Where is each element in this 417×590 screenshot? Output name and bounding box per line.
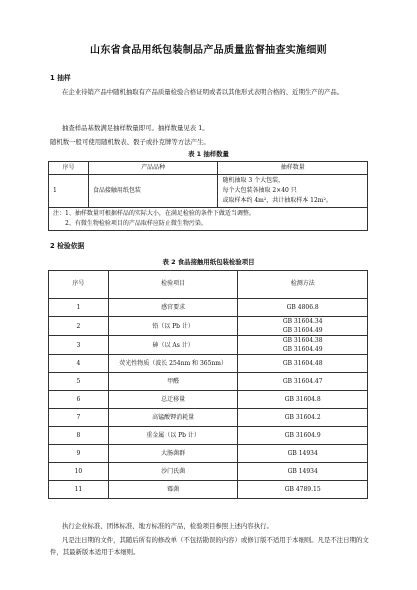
table-cell-no: 4 [49,355,109,373]
table-cell-item: 砷（以 As 计） [108,336,238,355]
table-row [49,317,368,336]
table-cell-item: 大肠菌群 [108,445,238,463]
table-1-notes [49,208,368,231]
table-cell-no: 1 [49,299,109,317]
table-cell-no: 3 [49,336,109,355]
method-line: GB 31604.34 [282,318,323,325]
table-cell-item: 高锰酸钾消耗量 [108,409,238,427]
table-cell-product: 食品接触用纸包装 [88,175,218,208]
table-cell-no: 6 [49,391,109,409]
table-cell-method: GB 31604.2 [238,409,368,427]
table-1-row [49,175,368,208]
table-2-caption: 表 2 食品接触用纸包装检验项目 [162,258,255,266]
table-row [49,373,368,391]
table-cell-method: GB 31604.9 [238,427,368,445]
table-row [49,391,368,409]
section-1-heading: 1 抽样 [50,74,71,82]
method-line: GB 31604.38 [282,337,323,344]
qty-line: 随机抽取 3 个大包装， [222,177,285,184]
table-cell-method: GB 31604.47 [238,373,368,391]
table-cell-method [238,336,368,355]
table-header-cell: 序号 [49,162,89,175]
table-row [49,355,368,373]
section-1-paragraph-2: 抽查样品基数满足抽样数量即可。抽样数量见表 1。 [62,124,209,132]
table-row [49,336,368,355]
table-row [49,463,368,481]
table-cell-no: 10 [49,463,109,481]
qty-line: 或取样本约 4m²，共计抽取样本 12m²。 [222,197,332,204]
qty-line: 每个大包装各抽取 2×40 只 [222,187,297,194]
table-row [49,445,368,463]
table-header-cell: 产品品种 [88,162,218,175]
table-header-cell: 抽样数量 [218,162,368,175]
table-cell-no: 5 [49,373,109,391]
table-cell-no: 11 [49,481,109,499]
table-cell-item: 感官要求 [108,299,238,317]
table-note: 注：1、抽样数量可根据样品的实际大小，在满足检验的条件下做适当调整。 [53,210,255,217]
table-cell-qty [218,175,368,208]
table-header-cell: 检验项目 [108,271,238,299]
table-row [49,481,368,499]
table-row [49,427,368,445]
table-1 [48,161,368,231]
section-2-heading: 2 检验依据 [50,242,85,250]
table-1-notes-row [49,208,368,231]
footer-paragraph-2: 凡是注日期的文件，其随后所有的修改单（不包括勘误的内容）或修订版不适用于本细则。凡是不注日期的文件，其最新版本适用于本细则。 [50,536,369,556]
table-cell-item: 甲醛 [108,373,238,391]
table-cell-no: 9 [49,445,109,463]
table-cell-no: 1 [49,175,89,208]
table-cell-method [238,317,368,336]
table-cell-item: 总迁移量 [108,391,238,409]
table-cell-no: 2 [49,317,109,336]
table-cell-method: GB 31604.8 [238,391,368,409]
table-2 [48,270,368,499]
table-cell-method: GB 31604.48 [238,355,368,373]
table-cell-no: 8 [49,427,109,445]
table-cell-method: GB 14934 [238,463,368,481]
section-1-paragraph-1: 在企业待销产品中随机抽取有产品质量检验合格证明或者以其他形式表明合格的、近期生产的产品。 [62,88,344,96]
table-header-cell: 序号 [49,271,109,299]
table-cell-item: 荧光性物质（波长 254nm 和 365nm） [108,355,238,373]
method-line: GB 31604.49 [282,346,323,353]
table-cell-item: 霉菌 [108,481,238,499]
document-title: 山东省食品用纸包装制品产品质量监督抽查实施细则 [90,45,327,56]
table-1-caption: 表 1 抽样数量 [188,150,229,158]
table-cell-method: GB 14934 [238,445,368,463]
table-cell-item: 沙门氏菌 [108,463,238,481]
table-cell-no: 7 [49,409,109,427]
table-row [49,299,368,317]
table-cell-item: 重金属（以 Pb 计） [108,427,238,445]
table-cell-method: GB 4806.8 [238,299,368,317]
table-1-header-row [49,162,368,175]
footer-paragraph-1: 执行企业标准、团体标准、地方标准的产品，检验项目参照上述内容执行。 [62,522,273,530]
table-row [49,409,368,427]
section-1-paragraph-3: 随机数一般可使用随机数表、骰子或扑克牌等方法产生。 [50,138,210,146]
table-cell-item: 铅（以 Pb 计） [108,317,238,336]
table-header-cell: 检测方法 [238,271,368,299]
method-line: GB 31604.49 [282,327,323,334]
table-2-header-row [49,271,368,299]
table-note: 2、有微生物检验项目的产品取样应防止微生物污染。 [65,220,207,227]
table-cell-method: GB 4789.15 [238,481,368,499]
